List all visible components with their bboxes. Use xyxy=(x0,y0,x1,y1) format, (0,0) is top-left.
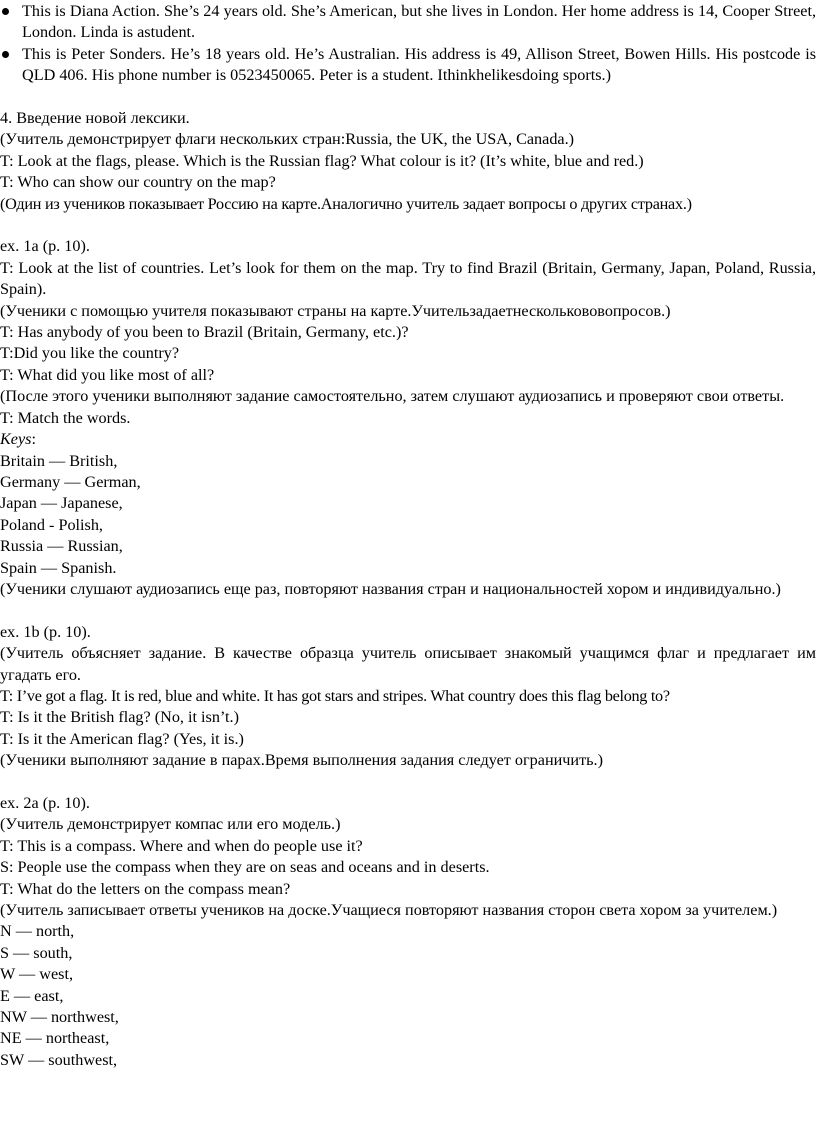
ex-2a-line: (Учитель записывает ответы учеников на доске.Учащиеся повторяют названия сторон света хором за учителем.) xyxy=(0,901,778,919)
direction-item: SW — southwest, xyxy=(0,1050,118,1069)
ex-1b-line: (Учитель объясняет задание. В качестве образца учитель описывает знакомый учащимся флаг и предлагает им угадать его. xyxy=(0,644,816,684)
intro-bullet-text: This is Diana Action. She’s 24 years old. She’s American, but she lives in London. Her home address is 14, Cooper Street, London. Linda is astudent. xyxy=(22,2,816,42)
direction-item: NW — northwest, xyxy=(0,1008,119,1027)
ex-2a-line: (Учитель демонстрирует компас или его модель.) xyxy=(0,815,341,834)
ex-1a-line: T: Match the words. xyxy=(0,408,131,427)
ex-1a-closing: (Ученики слушают аудиозапись еще раз, повторяют названия стран и национальностей хором и индивидуально.) xyxy=(0,579,781,598)
direction-item: E — east, xyxy=(0,986,64,1005)
ex-1b-heading: ex. 1b (p. 10). xyxy=(0,622,91,641)
intro-bullet-item xyxy=(0,44,816,87)
key-item: Poland - Polish, xyxy=(0,515,103,534)
ex-1a-line: T: Look at the list of countries. Let’s look for them on the map. Try to find Brazil (Britain, Germany, Japan, Poland, Russia, Spain). xyxy=(0,258,816,299)
ex-2a-line: T: This is a compass. Where and when do people use it? xyxy=(0,836,363,855)
ex-1a-line: T:Did you like the country? xyxy=(0,344,180,363)
ex-1b-line: (Ученики выполняют задание в парах.Время выполнения задания следует ограничить.) xyxy=(0,751,603,770)
section-4-line: (Один из учеников показывает Россию на карте.Аналогично учитель задает вопросы о других странах.) xyxy=(0,194,692,213)
section-4-line: (Учитель демонстрирует флаги нескольких стран:Russia, the UK, the USA, Canada.) xyxy=(0,130,575,149)
spacer xyxy=(0,600,816,621)
ex-1b-line: T: Is it the American flag? (Yes, it is.) xyxy=(0,729,244,748)
spacer xyxy=(0,215,816,236)
direction-item: NE — northeast, xyxy=(0,1029,110,1048)
ex-2a-line: S: People use the compass when they are on seas and oceans and in deserts. xyxy=(0,858,490,877)
ex-1b-line: T: I’ve got a flag. It is red, blue and white. It has got stars and stripes. What country does this flag belong to? xyxy=(0,686,670,705)
section-4-line: T: Look at the flags, please. Which is the Russian flag? What colour is it? (It’s white, blue and red.) xyxy=(0,151,644,170)
ex-1a-line: T: What did you like most of all? xyxy=(0,365,215,384)
ex-1a-line: (Ученики с помощью учителя показывают страны на карте.Учительзадаетнесколькововопросов.) xyxy=(0,301,671,320)
spacer xyxy=(0,87,816,108)
direction-item: W — west, xyxy=(0,965,73,984)
ex-1a-heading: ex. 1a (p. 10). xyxy=(0,237,90,256)
intro-bullet-text: This is Peter Sonders. He’s 18 years old. He’s Australian. His address is 49, Allison Street, Bowen Hills. His postcode is QLD 406. His phone number is 0523450065. Peter is a student. Ithinkhelikesdoing sports.) xyxy=(22,44,816,85)
bullet-icon xyxy=(2,8,9,15)
direction-item: N — north, xyxy=(0,922,75,941)
keys-colon: : xyxy=(31,430,36,449)
ex-2a-heading: ex. 2a (p. 10). xyxy=(0,793,90,812)
ex-2a-line: T: What do the letters on the compass mean? xyxy=(0,879,291,898)
keys-heading xyxy=(0,429,816,450)
bullet-icon xyxy=(2,51,9,58)
section-4-line: T: Who can show our country on the map? xyxy=(0,173,276,192)
direction-item: S — south, xyxy=(0,943,73,962)
key-item: Japan — Japanese, xyxy=(0,494,123,513)
intro-bullet-item xyxy=(0,1,816,44)
ex-1a-line: T: Has anybody of you been to Brazil (Britain, Germany, etc.)? xyxy=(0,323,409,342)
key-item: Russia — Russian, xyxy=(0,537,123,556)
key-item: Germany — German, xyxy=(0,472,141,491)
key-item: Britain — British, xyxy=(0,451,118,470)
spacer xyxy=(0,772,816,793)
key-item: Spain — Spanish. xyxy=(0,558,117,577)
ex-1a-line: (После этого ученики выполняют задание самостоятельно, затем слушают аудиозапись и проверяют свои ответы. xyxy=(0,387,785,406)
ex-1b-line: T: Is it the British flag? (No, it isn’t.) xyxy=(0,708,239,727)
keys-label: Keys xyxy=(0,430,32,449)
intro-bullet-list xyxy=(0,1,816,87)
section-4-heading: 4. Введение новой лексики. xyxy=(0,109,190,128)
